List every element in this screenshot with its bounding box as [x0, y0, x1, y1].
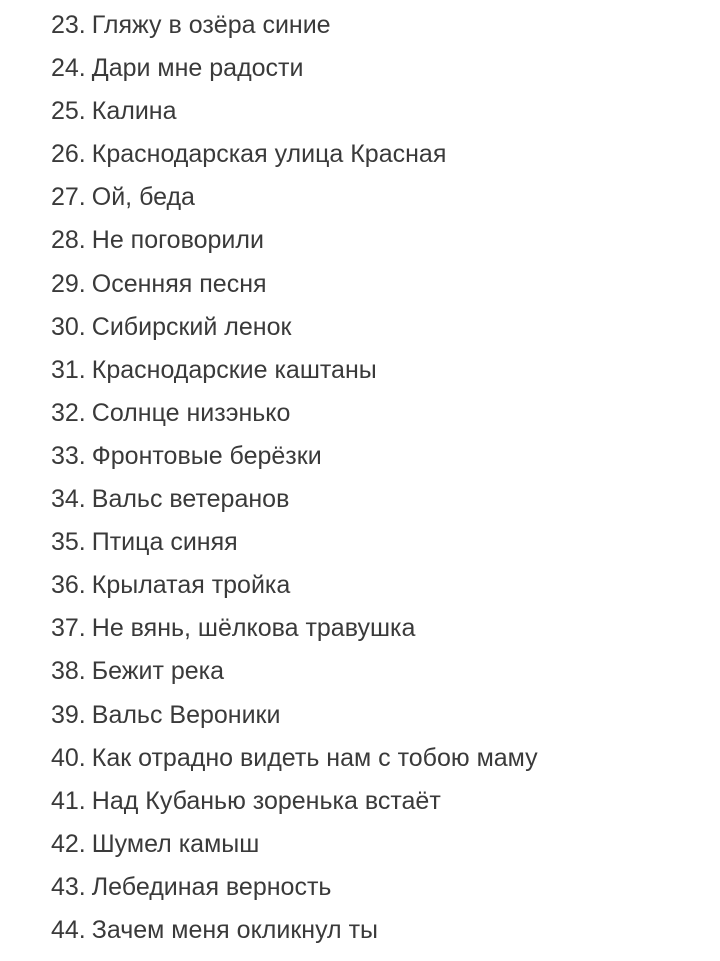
item-number: 31.: [51, 355, 86, 384]
list-item: [51, 823, 538, 866]
item-title: Шумел камыш: [91, 829, 260, 858]
list-item: [51, 392, 538, 435]
item-number: 32.: [51, 398, 86, 427]
item-title: Как отрадно видеть нам с тобою маму: [91, 743, 538, 772]
list-item: [51, 133, 538, 176]
item-title: Крылатая тройка: [91, 571, 291, 600]
item-number: 26.: [51, 140, 86, 169]
item-number: 36.: [51, 571, 86, 600]
item-number: 40.: [51, 743, 86, 772]
item-number: 42.: [51, 829, 86, 858]
list-item: [51, 564, 538, 607]
item-number: 35.: [51, 528, 86, 557]
item-title: Зачем меня окликнул ты: [91, 915, 378, 944]
item-number: 27.: [51, 183, 86, 212]
item-number: 24.: [51, 54, 86, 83]
list-item: [51, 263, 538, 306]
list-item: [51, 521, 538, 564]
item-title: Калина: [91, 97, 177, 126]
list-item: [51, 306, 538, 349]
item-number: 39.: [51, 700, 86, 729]
list-item: [51, 435, 538, 478]
item-title: Краснодарские каштаны: [91, 355, 377, 384]
item-number: 34.: [51, 485, 86, 514]
item-title: Не вянь, шёлкова травушка: [91, 614, 416, 643]
list-item: [51, 737, 538, 780]
item-number: 23.: [51, 11, 86, 39]
item-title: Лебединая верность: [91, 872, 332, 901]
item-title: Бежит река: [91, 657, 225, 686]
item-title: Фронтовые берёзки: [91, 441, 322, 470]
list-item: [51, 780, 538, 823]
list-item: [51, 176, 538, 219]
list-item: [51, 349, 538, 392]
item-number: 30.: [51, 312, 86, 341]
item-title: Ой, беда: [91, 183, 195, 212]
item-number: 41.: [51, 786, 86, 815]
item-title: Дари мне радости: [91, 54, 304, 83]
list-item: [51, 478, 538, 521]
item-number: 25.: [51, 97, 86, 126]
list-item: [51, 694, 538, 737]
list-item: [51, 607, 538, 650]
item-number: 38.: [51, 657, 86, 686]
item-title: Вальс Вероники: [91, 700, 281, 729]
item-title: Гляжу в озёра синие: [91, 11, 331, 39]
list-item: [51, 219, 538, 262]
list-item: [51, 866, 538, 909]
item-title: Птица синяя: [91, 528, 238, 557]
item-number: 37.: [51, 614, 86, 643]
item-title: Краснодарская улица Красная: [91, 140, 447, 169]
list-item: [51, 650, 538, 693]
item-title: Осенняя песня: [91, 269, 267, 298]
list-item: [51, 47, 538, 90]
item-number: 28.: [51, 226, 86, 255]
item-title: Над Кубанью зоренька встаёт: [91, 786, 441, 815]
item-number: 44.: [51, 915, 86, 944]
list-item: [51, 90, 538, 133]
item-title: Вальс ветеранов: [91, 485, 290, 514]
item-number: 43.: [51, 872, 86, 901]
item-number: 33.: [51, 441, 86, 470]
item-number: 29.: [51, 269, 86, 298]
item-title: Не поговорили: [91, 226, 264, 255]
item-title: Солнце низэнько: [91, 398, 291, 427]
song-list: [51, 4, 538, 952]
item-title: Сибирский ленок: [91, 312, 292, 341]
list-item: [51, 909, 538, 952]
list-item: [51, 4, 538, 47]
